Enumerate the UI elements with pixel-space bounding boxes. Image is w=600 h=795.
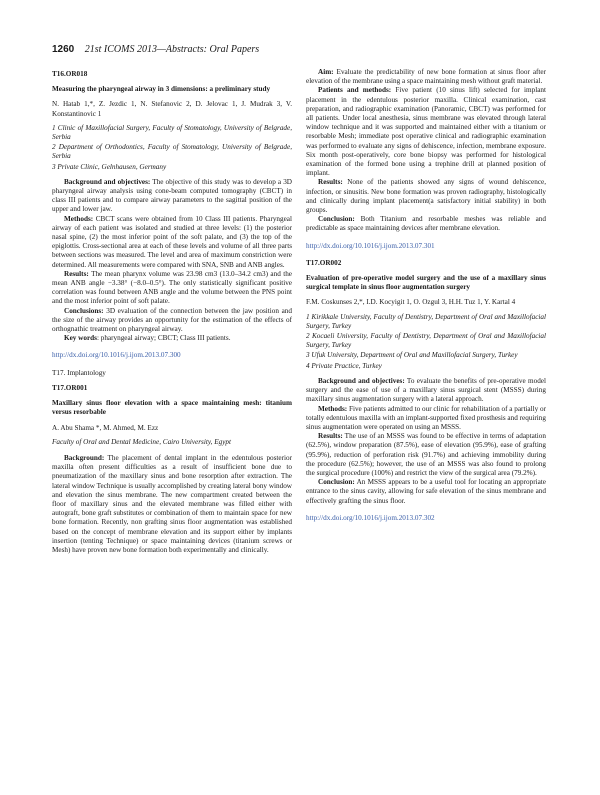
- page-number: 1260: [52, 44, 75, 55]
- doi-link[interactable]: http://dx.doi.org/10.1016/j.ijom.2013.07.301: [306, 241, 435, 250]
- affiliation: 3 Ufuk University, Department of Oral and Maxillofacial Surgery, Turkey: [306, 351, 518, 360]
- results-paragraph: Results: The use of an MSSS was found to be effective in terms of adaptation (62.5%), window preparation (87.5%), ease of elevation (95.9%), ease of grafting (95.9%), reduction of perforation risk (91.7%) and achieving immobility during the procedure (62.5%); however, the use of an MSSS was also found to prolong the surgical procedure (100%) and restrict the view of the surgical area (79.2%).: [306, 432, 546, 477]
- affiliation: 2 Kocaeli University, Faculty of Dentistry, Department of Oral and Maxillofacial Surgery, Turkey: [306, 332, 546, 350]
- conclusion-paragraph: Conclusion: An MSSS appears to be a useful tool for locating an appropriate entrance to the sinus cavity, allowing for safe elevation of the sinus membrane and effectively grafting the sinus floor.: [306, 478, 546, 505]
- journal-title: 21st ICOMS 2013—Abstracts: Oral Papers: [84, 44, 260, 55]
- page-header: [52, 44, 259, 55]
- background-paragraph: Background: The placement of dental implant in the edentulous posterior maxilla often present difficulties as a result of insufficient bone due to pneumatization of the maxillary sinus and bone resorption after extraction. The lateral window Technique is usually accomplished by creating lateral bony window and elevation the sinus membrane. The new compartment created between the floor of maxillary sinus and the elevated membrane was filled either with autograft, bone graft substitutes or combination of them to maintain space for new bone formation. Recently, non grafting sinus floor augmentation was established based on the concept of membrane elevation and its support either by implants insertion (tenting Technique) or space maintaining devices (titanium screws or Mesh) have proven new bone formation both experimentally and clinically.: [52, 453, 292, 554]
- section-heading: T17. Implantology: [52, 368, 106, 377]
- affiliation: 3 Private Clinic, Gelnhausen, Germany: [52, 162, 167, 171]
- conclusion-paragraph: Conclusion: Both Titanium and resorbable meshes was reliable and predictable as space maintaining devices after membrane elevation.: [306, 215, 546, 233]
- abstract-title: Evaluation of pre-operative model surgery and the use of a maxillary sinus surgical template in sinus floor augmentation surgery: [306, 274, 546, 292]
- abstract-id: T17.OR001: [52, 383, 88, 392]
- background-paragraph: Background and objectives: The objective of this study was to develop a 3D pharyngeal airway analysis using cone-beam computed tomography (CBCT) in class III patients and to compare airway parameters to the sagittal position of the upper and lower jaw.: [52, 177, 292, 214]
- methods-paragraph: Methods: Five patients admitted to our clinic for rehabilitation of a partially or totally edentulous maxilla with an implant-supported fixed prosthesis and requiring sinus augmentation were operated on using an MSSS.: [306, 404, 546, 431]
- results-paragraph: Results: The mean pharynx volume was 23.98 cm3 (13.0–34.2 cm3) and the mean ANB angle −3.38° (−8.0–0.5°). The only statistically significant positive correlation was found between ANB angle and the volume between the PNS point and the most inferior point of soft palate.: [52, 269, 292, 306]
- doi-link[interactable]: http://dx.doi.org/10.1016/j.ijom.2013.07.300: [52, 351, 181, 360]
- affiliation: Faculty of Oral and Dental Medicine, Cairo University, Egypt: [52, 437, 231, 446]
- conclusions-paragraph: Conclusions: 3D evaluation of the connection between the jaw position and the size of the airway provides an opportunity for the estimation of the effects of orthognathic treatment on pharyngeal airway.: [52, 306, 292, 334]
- abstract-id: T16.OR018: [52, 70, 88, 78]
- right-column: [306, 68, 546, 531]
- patients-methods-paragraph: Patients and methods: Five patient (10 sinus lift) selected for implant placement in the edentulous posterior maxilla. Clinical examination, cast preparation, and radiographic examination (Panoramic, CBCT) was performed for all patients. Under local anesthesia, sinus membrane was elevated through lateral window technique and it was supported and maintained either with a titanium or resorbable Mesh; immediate post operative clinical and radiographic examination was performed to evaluate any signs of dehiscence, infection, membrane exposure. Six month post-operatively, core bone biopsy was performed for histological examination of the formed bone using a trephine drill at planned position of implant.: [306, 86, 546, 178]
- aim-paragraph: Aim: Evaluate the predictability of new bone formation at sinus floor after elevation of the membrane using a space maintaining mesh without graft material.: [306, 68, 546, 86]
- authors: F.M. Coskunses 2,*, I.D. Kocyigit 1, O. Ozgul 3, H.H. Tuz 1, Y. Kartal 4: [306, 298, 516, 307]
- abstract-id: T17.OR002: [306, 258, 342, 267]
- keywords-paragraph: Key words: pharyngeal airway; CBCT; Class III patients.: [64, 334, 231, 343]
- left-column: [52, 70, 292, 555]
- authors: N. Hatab 1,*, Z. Jezdic 1, N. Stefanovic 2, D. Jelovac 1, J. Mudrak 3, V. Konstantinovic 1: [52, 100, 292, 118]
- affiliation: 2 Department of Orthodontics, Faculty of Stomatology, University of Belgrade, Serbia: [52, 143, 292, 161]
- authors: A. Abu Shama *, M. Ahmed, M. Ezz: [52, 423, 159, 432]
- abstract-title: Maxillary sinus floor elevation with a space maintaining mesh: titanium versus resorbable: [52, 399, 292, 417]
- background-paragraph: Background and objectives: To evaluate the benefits of pre-operative model surgery and the ease of use of a maxillary sinus surgical stent (MSSS) during maxillary sinus augmentation surgery with a lateral approach.: [306, 376, 546, 404]
- affiliation: 1 Clinic of Maxillofacial Surgery, Faculty of Stomatology, University of Belgrade, Serbia: [52, 123, 292, 142]
- affiliation: 4 Private Practice, Turkey: [306, 361, 382, 370]
- affiliations: [52, 124, 292, 172]
- affiliations: [306, 313, 546, 371]
- affiliation: 1 Kirikkale University, Faculty of Dentistry, Department of Oral and Maxillofacial Surgery, Turkey: [306, 312, 546, 330]
- doi-link[interactable]: http://dx.doi.org/10.1016/j.ijom.2013.07.302: [306, 513, 435, 522]
- abstract-title: Measuring the pharyngeal airway in 3 dimensions: a preliminary study: [52, 85, 271, 94]
- results-paragraph: Results: None of the patients showed any signs of wound dehiscence, infection, or sinusitis. New bone formation was proven radiography, histologically and clinically during implant placement(a satisfactory initial stability) in both groups.: [306, 178, 546, 215]
- methods-paragraph: Methods: CBCT scans were obtained from 10 Class III patients. Pharyngeal airway of each patient was isolated and studied at three levels: (1) the posterior nasal spine, (2) the most inferior point of the soft palate, and (3) the top of the epiglottis. Cross-sectional area at each of these levels and volume of all three parts between sections was measured. The level and area of maximum constriction were determined. All measurements were compared with SNA, SNB and ANB angles.: [52, 214, 292, 269]
